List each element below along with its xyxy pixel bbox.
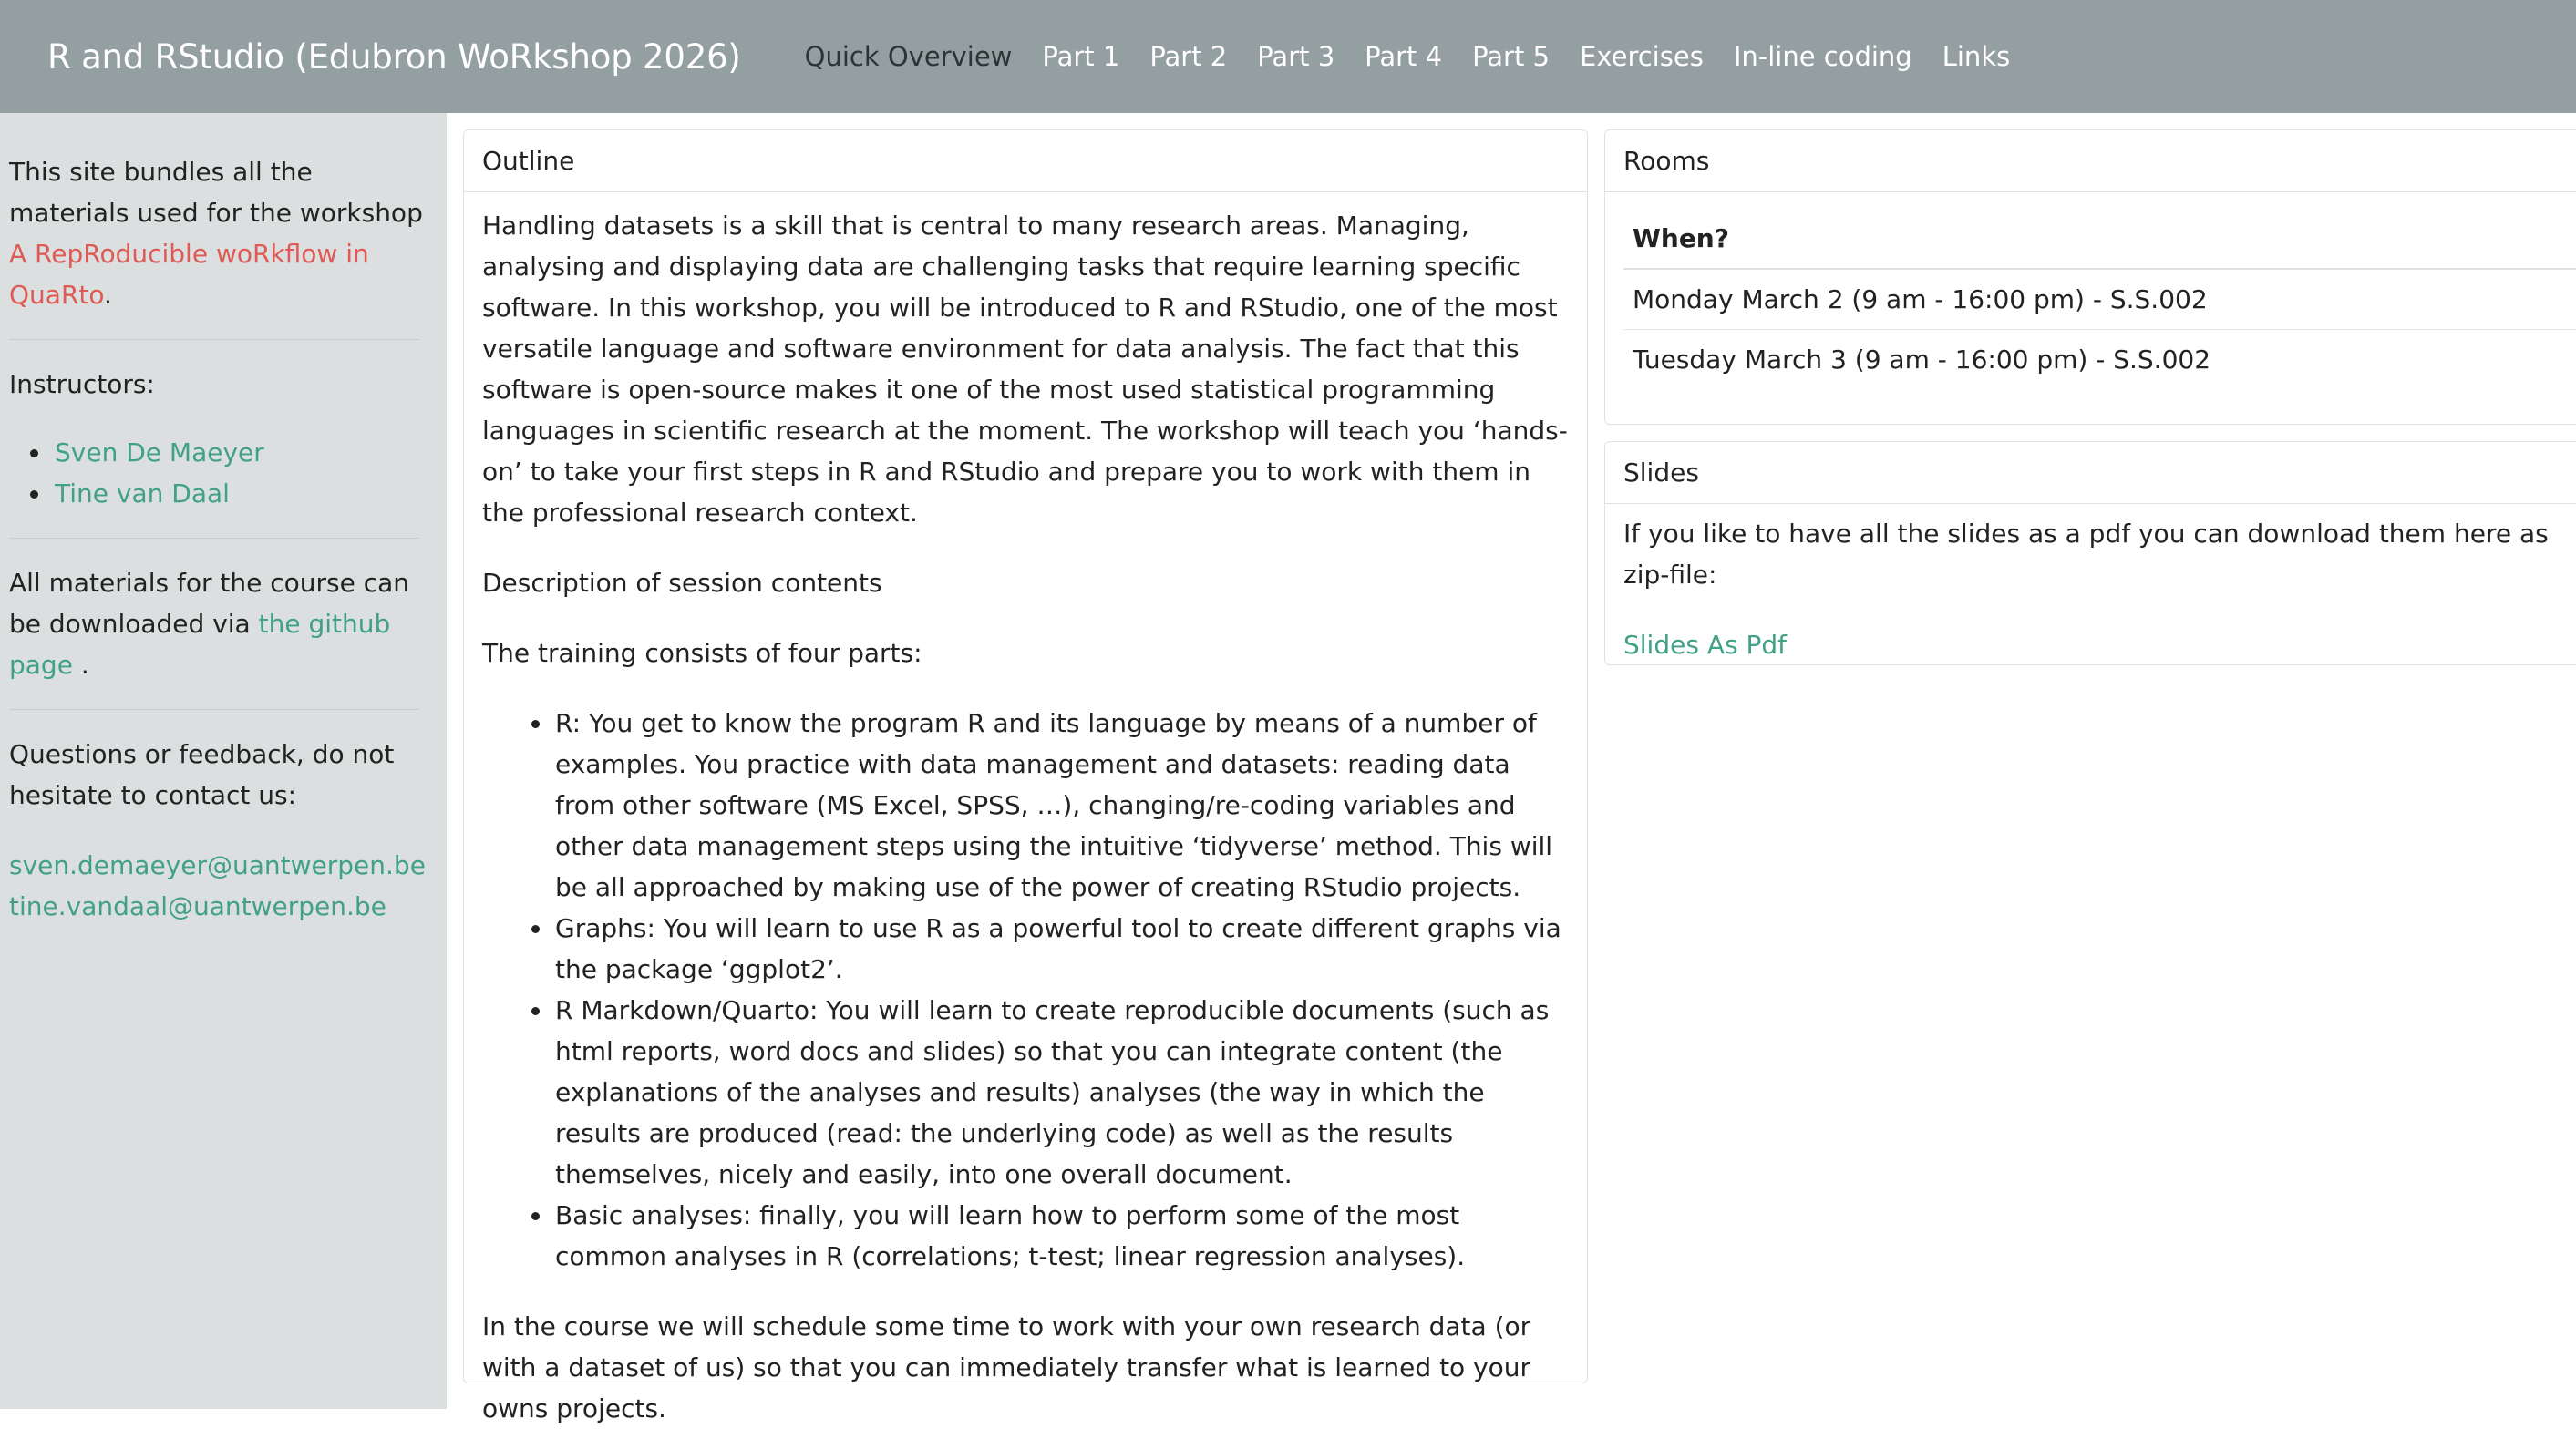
materials-text: All materials for the course can be downloaded via the github page . (9, 568, 410, 680)
site-title[interactable]: R and RStudio (Edubron WoRkshop 2026) (47, 36, 741, 77)
sidebar-divider (9, 339, 419, 340)
nav-item-part-1[interactable]: Part 1 (1042, 40, 1120, 72)
nav-item-part-2[interactable]: Part 2 (1149, 40, 1228, 72)
outline-header: Outline (464, 130, 1587, 192)
top-navbar (0, 0, 2576, 113)
outline-body (464, 192, 1587, 1429)
outline-closing: In the course we will schedule some time to work with your own research data (or with a dataset of us) so that you can immediately transfer what is learned to your owns projects. (482, 1311, 1531, 1424)
table-cell: Tuesday March 3 (9 am - 16:00 pm) - S.S.002 (1633, 344, 2211, 375)
sidebar-divider (9, 538, 419, 539)
parts-intro: The training consists of four parts: (482, 638, 922, 668)
slides-text: If you like to have all the slides as a pdf you can download them here as zip-file: (1623, 519, 2549, 590)
workshop-link[interactable]: A RepRoducible woRkflow in QuaRto (9, 239, 369, 310)
nav-item-in-line-coding[interactable]: In-line coding (1733, 40, 1912, 72)
rooms-header: Rooms (1605, 130, 2576, 192)
rooms-card (1604, 129, 2576, 425)
description-heading: Description of session contents (482, 568, 882, 598)
instructors-label: Instructors: (9, 369, 155, 399)
github-page-link[interactable]: the github page (9, 609, 391, 680)
email-link-tine[interactable]: tine.vandaal@uantwerpen.be (9, 891, 386, 921)
list-item: Basic analyses: finally, you will learn how to perform some of the most common analyses in R (correlations; t-test; linear regression analyses). (555, 1195, 1569, 1277)
list-item (55, 432, 438, 473)
table-cell: Monday March 2 (9 am - 16:00 pm) - S.S.002 (1623, 269, 2576, 329)
nav-item-part-5[interactable]: Part 5 (1472, 40, 1551, 72)
outline-card (463, 129, 1588, 1424)
nav-item-part-3[interactable]: Part 3 (1257, 40, 1335, 72)
nav-menu (805, 36, 2041, 77)
instructor-link-sven[interactable]: Sven De Maeyer (55, 437, 264, 468)
email-link-sven[interactable]: sven.demaeyer@uantwerpen.be (9, 850, 426, 880)
rooms-table (1623, 209, 2576, 389)
slides-body (1605, 504, 2576, 665)
table-row (1623, 329, 2576, 389)
list-item: R: You get to know the program R and its language by means of a number of examples. You practice with data management and datasets: reading data from other software (MS Excel, SPSS, …), changing/re-coding variables and other data management steps using the intuitive ‘tidyverse’ method. This will be all approached by making use of the power of creating RStudio projects. (555, 703, 1569, 908)
nav-item-exercises[interactable]: Exercises (1580, 40, 1704, 72)
sidebar-intro: This site bundles all the materials used for the workshop A RepRoducible woRkflow in QuaRto. (9, 157, 423, 310)
table-row (1623, 269, 2576, 329)
nav-item-quick-overview[interactable]: Quick Overview (804, 40, 1013, 72)
list-item: R Markdown/Quarto: You will learn to create reproducible documents (such as html reports, word docs and slides) so that you can integrate content (the explanations of the analyses and results) analyses (the way in which the results are produced (read: the underlying code) as well as the results themselves, nicely and easily, into one overall document. (555, 990, 1569, 1195)
instructors-list (9, 432, 438, 514)
instructor-link-tine[interactable]: Tine van Daal (55, 478, 230, 509)
slides-header: Slides (1605, 442, 2576, 504)
sidebar-divider (9, 709, 419, 710)
table-header-row (1623, 209, 2576, 269)
slides-card (1604, 441, 2576, 665)
sidebar (0, 113, 447, 1409)
when-column-header: When? (1623, 209, 2576, 269)
list-item: Graphs: You will learn to use R as a powerful tool to create different graphs via the package ‘ggplot2’. (555, 908, 1569, 990)
slides-pdf-link[interactable]: Slides As Pdf (1623, 630, 1787, 660)
questions-text: Questions or feedback, do not hesitate to contact us: (9, 739, 395, 810)
nav-item-links[interactable]: Links (1942, 40, 2011, 72)
nav-item-part-4[interactable]: Part 4 (1365, 40, 1443, 72)
outline-intro: Handling datasets is a skill that is central to many research areas. Managing, analysing and displaying data are challenging tasks that require learning specific software. In this workshop, you will be introduced to R and RStudio, one of the most versatile language and software environment for data analysis. The fact that this software is open-source makes it one of the most used statistical programming languages in scientific research at the moment. The workshop will teach you ‘hands-on’ to take your first steps in R and RStudio and prepare you to work with them in the professional research context. (482, 211, 1568, 528)
list-item (55, 473, 438, 514)
email-block (9, 845, 438, 927)
parts-list (482, 703, 1569, 1277)
